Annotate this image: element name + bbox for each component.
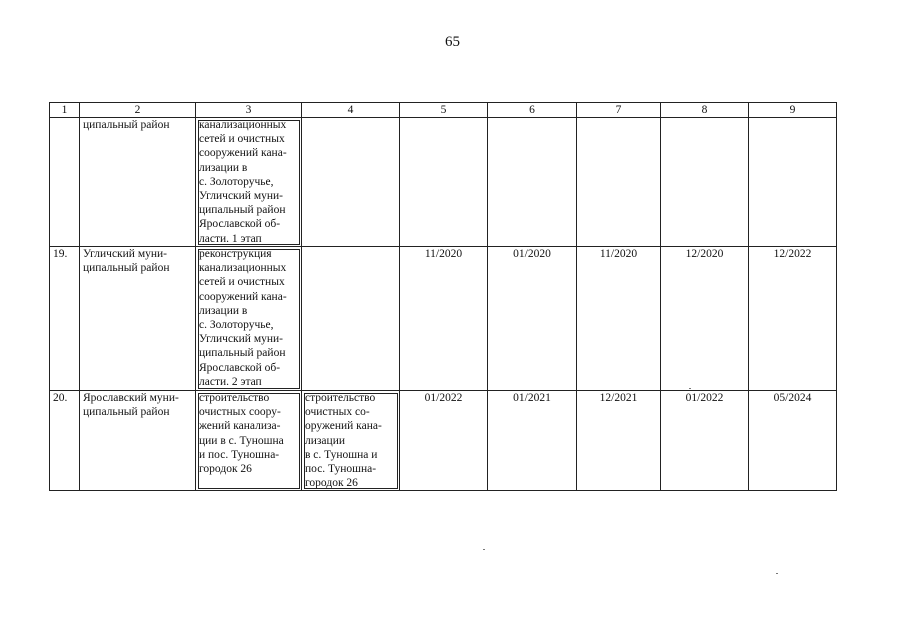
page-number: 65 [445,34,460,50]
column-header: 1 [50,103,80,118]
district-cell: Ярославский муни- ципальный район [80,391,196,491]
col6-cell [488,118,577,247]
col8-cell: 12/2020 [661,247,749,391]
column-header: 2 [80,103,196,118]
col5-cell [400,118,488,247]
col8-cell: 01/2022 [661,391,749,491]
scan-speck [483,549,485,550]
col4-cell: строительство очистных со- оружений кана- лизации в с. Туношна и пос. Туношна- городок 26 [302,391,400,491]
object-cell: канализационных сетей и очистных сооружений кана- лизации в с. Золоторучье, Угличский муни- ципальный район Ярославской об- ласти. 1 этап [196,118,302,247]
col6-cell: 01/2020 [488,247,577,391]
district-cell: ципальный район [80,118,196,247]
col9-cell: 05/2024 [749,391,837,491]
col5-cell: 11/2020 [400,247,488,391]
object-cell: строительство очистных соору- жений канализа- ции в с. Туношна и пос. Туношна- городок 26 [196,391,302,491]
col9-cell: 12/2022 [749,247,837,391]
col9-cell [749,118,837,247]
col7-cell: 12/2021 [577,391,661,491]
header-row [50,103,837,118]
col7-cell: 11/2020 [577,247,661,391]
object-cell: реконструкция канализационных сетей и очистных сооружений кана- лизации в с. Золоторучье, Угличский муни- ципальный район Ярославской об- ласти. 2 этап [196,247,302,391]
table-row [50,247,837,391]
scan-speck [689,388,691,389]
col4-cell [302,247,400,391]
col6-cell: 01/2021 [488,391,577,491]
row-number [50,118,80,247]
column-header: 3 [196,103,302,118]
district-cell: Угличский муни- ципальный район [80,247,196,391]
col8-cell [661,118,749,247]
row-number: 20. [50,391,80,491]
column-header: 5 [400,103,488,118]
col7-cell [577,118,661,247]
column-header: 9 [749,103,837,118]
table-row [50,391,837,491]
column-header: 8 [661,103,749,118]
column-header: 6 [488,103,577,118]
schedule-table [49,102,837,491]
column-header: 4 [302,103,400,118]
row-number: 19. [50,247,80,391]
scan-speck [776,573,778,574]
table-row [50,118,837,247]
col4-cell [302,118,400,247]
col5-cell: 01/2022 [400,391,488,491]
column-header: 7 [577,103,661,118]
